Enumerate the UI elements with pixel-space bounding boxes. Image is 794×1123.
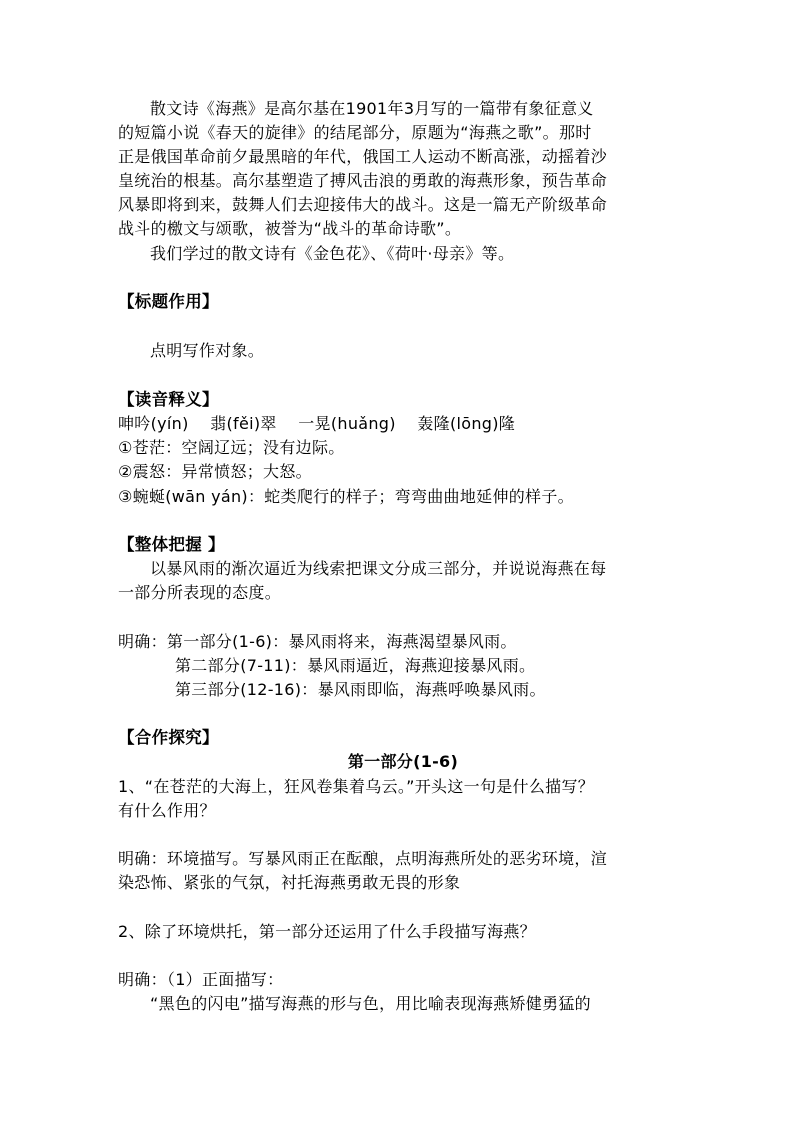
answer-line: 明确：（1）正面描写： bbox=[118, 970, 284, 989]
intro-paragraph-line: 战斗的檄文与颂歌，被誉为“战斗的革命诗歌”。 bbox=[118, 219, 462, 238]
overall-answer-line: 第二部分(7-11)：暴风雨逼近，海燕迎接暴风雨。 bbox=[175, 656, 536, 675]
definition-item: ②震怒：异常愤怒；大怒。 bbox=[118, 462, 312, 481]
intro-paragraph-line: 散文诗《海燕》是高尔基在1901年3月写的一篇带有象征意义 bbox=[150, 99, 594, 118]
pronunciation-words: 呻吟(yín) 翡(fěi)翠 一晃(huǎng) 轰隆(lōng)隆 bbox=[118, 414, 516, 433]
section-heading-cooperation: 【合作探究】 bbox=[118, 728, 219, 747]
part-title: 第一部分(1-6) bbox=[347, 752, 459, 771]
answer-line: 明确：环境描写。写暴风雨正在酝酿，点明海燕所处的恶劣环境，渲 bbox=[118, 849, 608, 868]
intro-paragraph-2: 我们学过的散文诗有《金色花》、《荷叶·母亲》等。 bbox=[150, 244, 515, 263]
overall-answer-line: 第三部分(12-16)：暴风雨即临，海燕呼唤暴风雨。 bbox=[175, 680, 546, 699]
definition-item: ③蜿蜒(wān yán)：蛇类爬行的样子；弯弯曲曲地延伸的样子。 bbox=[118, 487, 574, 506]
overall-question-line: 以暴风雨的渐次逼近为线索把课文分成三部分，并说说海燕在每 bbox=[150, 559, 607, 578]
question-line: 1、“在苍茫的大海上，狂风卷集着乌云。”开头这一句是什么描写？ bbox=[118, 777, 595, 796]
definition-item: ①苍茫：空阔辽远；没有边际。 bbox=[118, 438, 345, 457]
intro-paragraph-line: 皇统治的根基。高尔基塑造了搏风击浪的勇敢的海燕形象，预告革命 bbox=[118, 171, 608, 190]
question-line: 2、除了环境烘托，第一部分还运用了什么手段描写海燕？ bbox=[118, 922, 536, 941]
intro-paragraph-line: 风暴即将到来，鼓舞人们去迎接伟大的战斗。这是一篇无产阶级革命 bbox=[118, 195, 608, 214]
title-function-text: 点明写作对象。 bbox=[150, 341, 265, 360]
section-heading-overall: 【整体把握 】 bbox=[118, 535, 225, 554]
answer-line: 染恐怖、紧张的气氛，衬托海燕勇敢无畏的形象 bbox=[118, 873, 461, 892]
section-heading-pronunciation: 【读音释义】 bbox=[118, 390, 219, 409]
intro-paragraph-line: 的短篇小说《春天的旋律》的结尾部分，原题为“海燕之歌”。那时 bbox=[118, 123, 592, 142]
question-line: 有什么作用？ bbox=[118, 801, 216, 820]
overall-question-line: 一部分所表现的态度。 bbox=[118, 583, 282, 602]
section-heading-title-function: 【标题作用】 bbox=[118, 292, 219, 311]
overall-answer-line: 明确：第一部分(1-6)：暴风雨将来，海燕渴望暴风雨。 bbox=[118, 632, 517, 651]
answer-line: “黑色的闪电”描写海燕的形与色，用比喻表现海燕矫健勇猛的 bbox=[150, 994, 591, 1013]
intro-paragraph-line: 正是俄国革命前夕最黑暗的年代，俄国工人运动不断高涨，动摇着沙 bbox=[118, 147, 608, 166]
